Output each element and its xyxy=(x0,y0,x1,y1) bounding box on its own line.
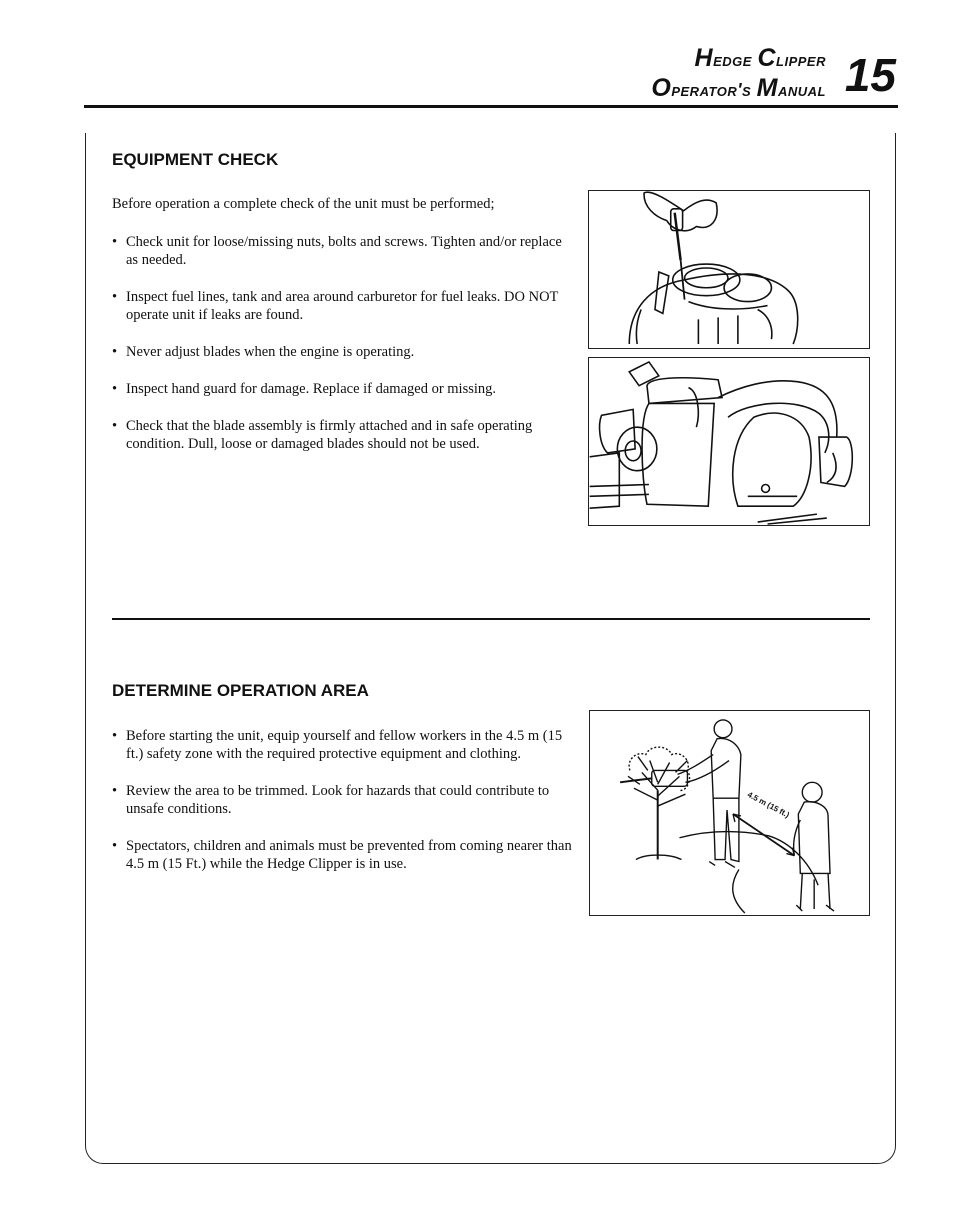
list-item: • Before starting the unit, equip yourself and fellow workers in the 4.5 m (15 ft.) safety zone with the required protective equipment and clothing. xyxy=(112,727,572,763)
screwdriver-illustration xyxy=(588,190,870,349)
list-item: • Check that the blade assembly is firmly attached and in safe operating condition. Dull, loose or damaged blades should not be used. xyxy=(112,417,572,453)
title-word: Manual xyxy=(756,74,826,102)
manual-title-line-2 xyxy=(651,74,826,104)
manual-title-line-1 xyxy=(651,44,826,74)
list-item: • Inspect fuel lines, tank and area around carburetor for fuel leaks. DO NOT operate unit if leaks are found. xyxy=(112,288,572,324)
equipment-check-list xyxy=(112,233,572,472)
safety-distance-label: 4.5 m (15 ft.) xyxy=(745,789,791,820)
title-word: Clipper xyxy=(757,44,826,72)
section-heading-operation-area: DETERMINE OPERATION AREA xyxy=(112,681,369,700)
list-item: • Spectators, children and animals must be prevented from coming nearer than 4.5 m (15 Ft.) while the Hedge Clipper is in use. xyxy=(112,837,572,873)
list-item: • Check unit for loose/missing nuts, bolts and screws. Tighten and/or replace as needed. xyxy=(112,233,572,269)
page-number: 15 xyxy=(844,49,896,101)
title-word: Operator's xyxy=(651,74,752,102)
hand-guard-illustration xyxy=(588,357,870,526)
section-heading-equipment-check: EQUIPMENT CHECK xyxy=(112,150,279,169)
manual-title xyxy=(651,44,826,104)
operation-area-list xyxy=(112,727,572,892)
safety-zone-illustration xyxy=(589,710,870,916)
equipment-check-intro: Before operation a complete check of the unit must be performed; xyxy=(112,196,495,212)
list-item: • Inspect hand guard for damage. Replace if damaged or missing. xyxy=(112,380,572,398)
list-item: • Review the area to be trimmed. Look for hazards that could contribute to unsafe conditions. xyxy=(112,782,572,818)
list-item: • Never adjust blades when the engine is operating. xyxy=(112,343,572,361)
section-divider xyxy=(112,618,870,620)
header-rule xyxy=(84,105,898,108)
title-word: Hedge xyxy=(694,44,752,72)
